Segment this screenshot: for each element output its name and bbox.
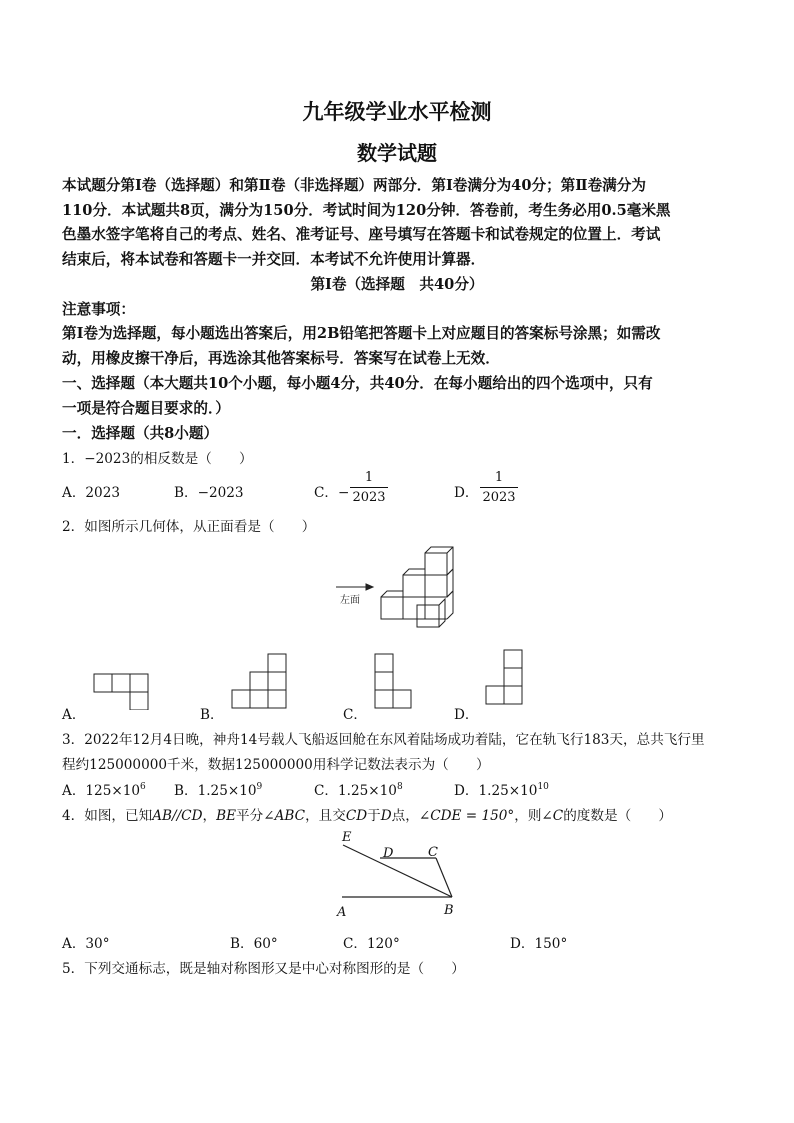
q3-b-base: B．1.25×10 [174,783,257,799]
q4-option-c: C．120° [343,936,400,952]
page-subtitle: 数学试题 [357,141,437,165]
label-c: C [428,845,438,860]
cube-face [425,553,447,575]
q2-option-c: C． [343,707,367,723]
q2-solid-figure [330,545,465,633]
q4-option-d: D．150° [510,936,568,952]
q2-option-a: A． [62,707,86,723]
q3-option-b [174,779,262,799]
q4-stem-mid5: 点， [391,808,419,824]
q3-option-a [62,779,146,799]
label-a: A [337,905,347,920]
cube-edge [381,591,403,597]
q2-stem: 2．如图所示几何体，从正面看是（ ） [62,519,316,535]
q1-option-c-label: C．− [314,485,350,501]
q4-angle-abc: ∠ABC [263,808,306,824]
q3-stem-line-2: 程约125000000千米，数据125000000用科学记数法表示为（ ） [62,757,490,773]
q3-b-exponent: 9 [256,782,263,792]
cube-face [417,605,439,627]
page-title: 九年级学业水平检测 [302,99,492,124]
notice-line-1: 第Ⅰ卷为选择题，每小题选出答案后，用2B铅笔把答题卡上对应题目的答案标号涂黑；如需改 [62,325,661,342]
intro-line-3: 色墨水签字笔将自己的考点、姓名、准考证号、座号填写在答题卡和试卷规定的位置上．考试 [62,226,661,243]
part1-title: 第Ⅰ卷（选择题 共40分） [310,276,484,293]
q4-angle-cde: ∠CDE = 150° [418,808,515,824]
cube-face [403,575,425,597]
q3-option-c [314,779,403,799]
q1-option-c-fraction [350,470,388,505]
q3-a-base: A．125×10 [62,783,141,799]
q2-option-b: B． [200,707,224,723]
section1-line-1: 一、选择题（本大题共10个小题，每小题4分，共40分．在每小题给出的四个选项中，只有 [62,375,653,392]
notice-line-2: 动，用橡皮擦干净后，再选涂其他答案标号．答案写在试卷上无效． [62,350,500,367]
q4-stem-mid1: ， [202,808,217,824]
q4-d-point: D [380,808,392,824]
cube-face [425,575,447,597]
q4-stem-pre: 4．如图，已知 [62,808,153,824]
q2-option-d-figure [484,648,528,712]
q4-stem-mid4: 于 [367,808,381,824]
q3-c-exponent: 8 [396,782,403,792]
q1-option-d-fraction [480,470,518,505]
cube-edge [447,547,453,553]
q1-c-denominator: 2023 [352,490,386,505]
q3-d-base: D．1.25×10 [454,783,538,799]
q3-d-exponent: 10 [537,782,549,792]
q5-stem: 5．下列交通标志，既是轴对称图形又是中心对称图形的是（ ） [62,961,465,977]
q4-stem-mid3: ，且交 [305,808,346,824]
q1-d-denominator: 2023 [482,490,516,505]
fraction-bar [350,487,388,488]
section1-subtitle: 一．选择题（共8小题） [62,425,219,442]
q4-stem-end: 的度数是（ ） [563,808,672,824]
q4-ab-parallel-cd: AB//CD [152,808,203,824]
q2-option-b-figure [230,652,292,714]
q4-cd: CD [345,808,368,824]
cube-edge [447,591,453,619]
cube-edge [447,569,453,597]
q4-stem-mid2: 平分 [236,808,264,824]
fraction-bar [480,487,518,488]
q4-stem-mid6: ，则 [514,808,542,824]
cube-face [381,597,403,619]
q2-option-c-figure [373,652,417,714]
view-arrow-head [366,584,373,590]
q1-option-d-label: D． [454,485,479,501]
cube-face [403,597,425,619]
q2-arrow-label: 左面 [340,595,360,606]
q1-c-numerator: 1 [364,470,374,485]
q4-stem [62,804,672,824]
section1-line-2: 一项是符合题目要求的．） [62,400,230,417]
notice-title: 注意事项： [62,301,135,318]
cube-edge [403,569,425,575]
q1-option-b: B．−2023 [174,485,244,501]
q4-be: BE [216,808,237,824]
q2-option-a-figure [92,668,154,710]
label-e: E [342,830,352,845]
q4-option-b: B．60° [230,936,278,952]
q4-angle-c: ∠C [541,808,564,824]
label-b: B [444,903,454,918]
q3-c-base: C．1.25×10 [314,783,397,799]
q2-option-d: D． [454,707,479,723]
q4-geometry-figure [330,826,470,922]
q3-a-exponent: 6 [140,782,146,792]
q1-d-numerator: 1 [494,470,504,485]
cube-edge [439,599,445,627]
intro-line-2: 110分．本试题共8页，满分为150分．考试时间为120分钟．答卷前，考生务必用0.5毫米黑 [62,202,671,219]
intro-line-4: 结束后，将本试卷和答题卡一并交回．本考试不允许使用计算器． [62,251,486,268]
label-d: D [383,846,394,861]
q1-option-a: A．2023 [62,485,121,501]
intro-line-1: 本试题分第Ⅰ卷（选择题）和第Ⅱ卷（非选择题）两部分．第Ⅰ卷满分为40分；第Ⅱ卷满分为 [62,177,646,194]
q3-option-d [454,779,549,799]
q1-stem: 1．−2023的相反数是（ ） [62,451,253,467]
q3-stem-line-1: 3．2022年12月4日晚，神舟14号载人飞船返回舱在东风着陆场成功着陆，它在轨飞行183天，总共飞行里 [62,732,705,748]
q4-option-a: A．30° [62,936,110,952]
